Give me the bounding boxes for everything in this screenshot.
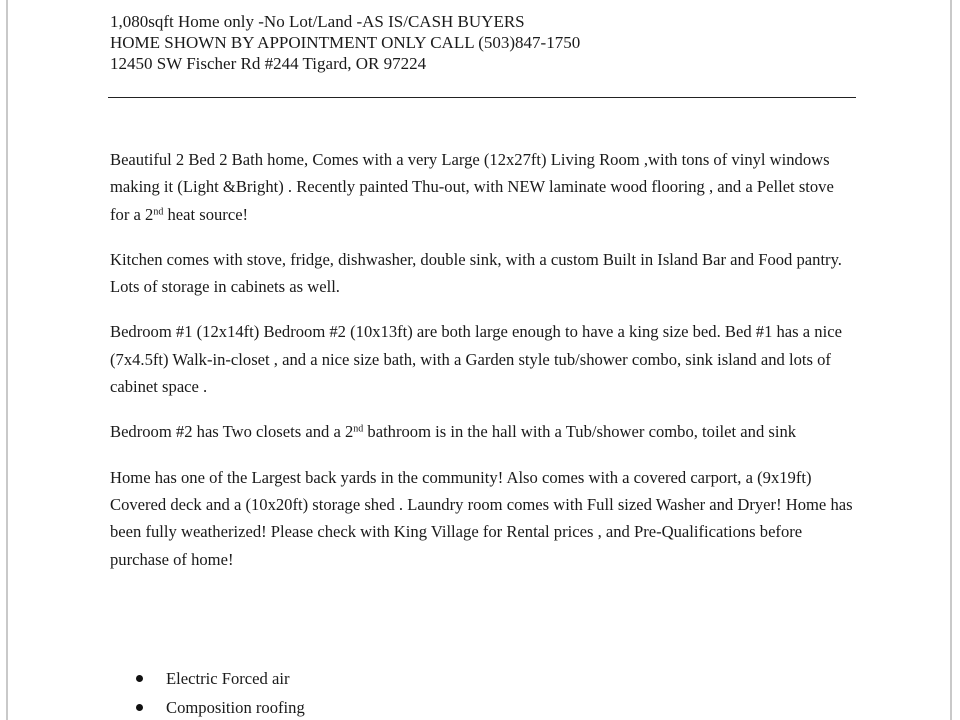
- page-right-edge: [950, 0, 952, 720]
- listing-header: [110, 11, 856, 74]
- feature-list: [110, 664, 856, 720]
- header-divider: [108, 97, 856, 98]
- paragraph-text: Bedroom #2 has Two closets and a 2: [110, 422, 354, 442]
- paragraph-yard-and-extras: Home has one of the Largest back yards in the community! Also comes with a covered carport, a (9x19ft) Covered deck and a (10x20ft) storage shed . Laundry room comes with Full sized Washer and Dryer! Home has been fully weatherized! Please check with King Village for Rental prices , and Pre-Qualifications before purchase of home!: [110, 467, 853, 569]
- list-item: [110, 693, 856, 720]
- paragraph-bedroom-two: [110, 418, 856, 445]
- feature-label: Composition roofing: [166, 698, 305, 717]
- page-left-edge: [6, 0, 8, 720]
- ordinal-suffix: nd: [153, 206, 164, 218]
- bullet-icon: [136, 675, 143, 682]
- listing-description: [110, 146, 856, 591]
- bullet-icon: [136, 704, 143, 711]
- header-address-line: 12450 SW Fischer Rd #244 Tigard, OR 97224: [110, 54, 427, 73]
- header-summary-line: 1,080sqft Home only -No Lot/Land -AS IS/CASH BUYERS: [110, 12, 525, 31]
- paragraph-text: bathroom is in the hall with a Tub/shower combo, toilet and sink: [363, 422, 797, 442]
- header-contact-line: HOME SHOWN BY APPOINTMENT ONLY CALL (503)847-1750: [110, 33, 581, 52]
- paragraph-living-room: [110, 146, 856, 228]
- ordinal-suffix: nd: [353, 423, 364, 435]
- list-item: [110, 664, 856, 693]
- paragraph-text: heat source!: [163, 204, 249, 224]
- paragraph-text: Beautiful 2 Bed 2 Bath home, Comes with a very Large (12x27ft) Living Room ,with tons of vinyl windows making it (Light &Bright) . Recently painted Thu-out, with NEW laminate wood flooring , and a Pellet stove for a 2: [110, 150, 834, 224]
- paragraph-bedrooms: Bedroom #1 (12x14ft) Bedroom #2 (10x13ft) are both large enough to have a king size bed. Bed #1 has a nice (7x4.5ft) Walk-in-closet , and a nice size bath, with a Garden style tub/shower combo, sink island and lots of cabinet space .: [110, 322, 842, 397]
- feature-label: Electric Forced air: [166, 669, 290, 688]
- paragraph-kitchen: Kitchen comes with stove, fridge, dishwasher, double sink, with a custom Built in Island Bar and Food pantry. Lots of storage in cabinets as well.: [110, 249, 842, 297]
